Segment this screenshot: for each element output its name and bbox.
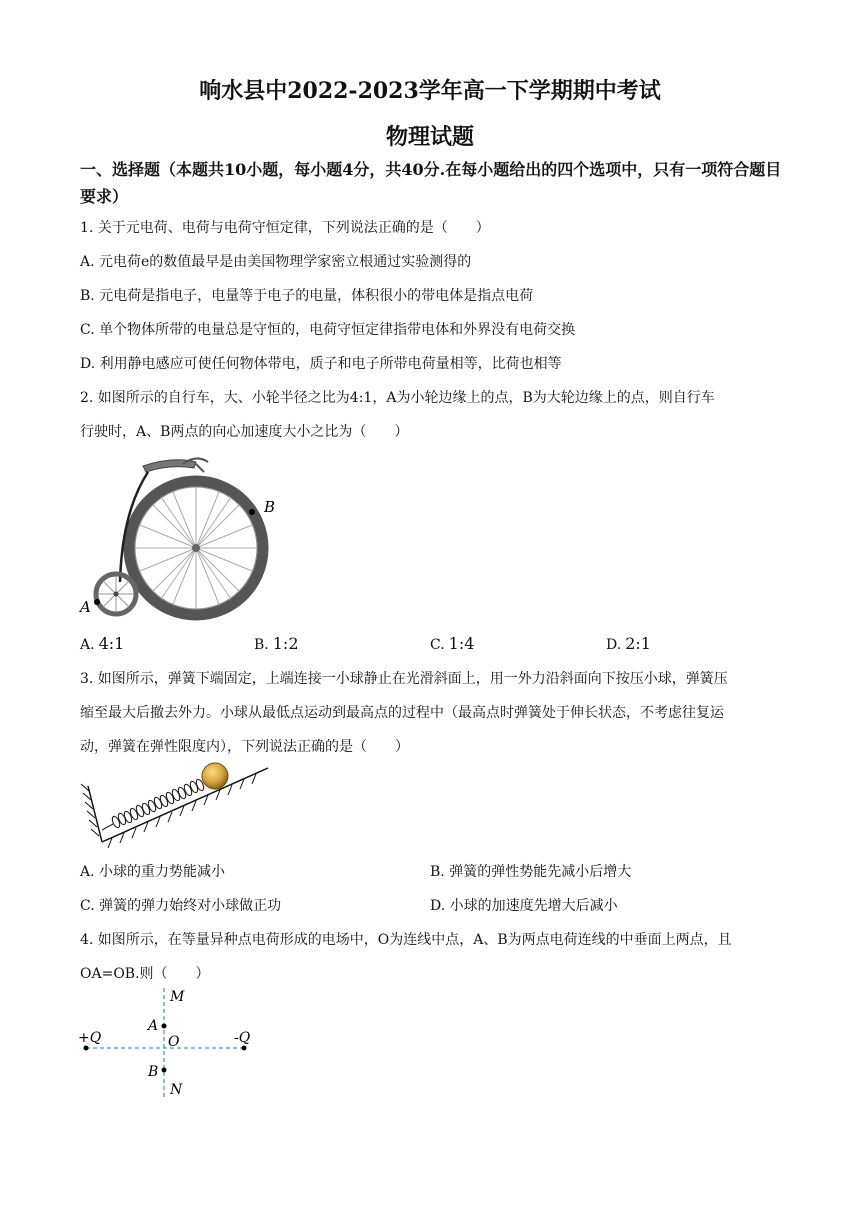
q4-stem-line1: 4. 如图所示，在等量异种点电荷形成的电场中，O为连线中点，A、B为两点电荷连线的中垂面上两点，且: [80, 932, 732, 948]
q3-stem-line1: 3. 如图所示，弹簧下端固定，上端连接一小球静止在光滑斜面上，用一外力沿斜面向下按压小球，弹簧压: [80, 671, 728, 687]
label-m: M: [170, 989, 185, 1005]
q1-stem: 1. 关于元电荷、电荷与电荷守恒定律，下列说法正确的是（ ）: [80, 220, 490, 236]
label-point-a: A: [80, 598, 91, 616]
q2-option-c: C. 1:4: [430, 634, 475, 653]
exam-title: 响水县中2022-2023学年高一下学期期中考试: [199, 78, 661, 104]
label-point-b: B: [264, 498, 276, 516]
bicycle-figure: [78, 452, 288, 622]
label-o: O: [168, 1034, 180, 1050]
q3-stem-line3: 动，弹簧在弹性限度内），下列说法正确的是（ ）: [80, 739, 409, 755]
q2-option-b: B. 1:2: [254, 634, 299, 653]
q3-option-c: C. 弹簧的弹力始终对小球做正功: [80, 898, 282, 914]
q2-stem-line1: 2. 如图所示的自行车，大、小轮半径之比为4:1，A为小轮边缘上的点，B为大轮边缘上的点，则自行车: [80, 390, 715, 406]
q1-option-d: D. 利用静电感应可使任何物体带电，质子和电子所带电荷量相等，比荷也相等: [80, 356, 562, 372]
q3-stem-line2: 缩至最大后撤去外力。小球从最低点运动到最高点的过程中（最高点时弹簧处于伸长状态，不考虑往复运: [80, 705, 724, 721]
label-a: A: [148, 1018, 159, 1034]
q2-stem-line2: 行驶时，A、B两点的向心加速度大小之比为（ ）: [80, 424, 409, 440]
q3-option-a: A. 小球的重力势能减小: [80, 864, 226, 880]
exam-subtitle: 物理试题: [385, 124, 474, 150]
q4-stem-line2: OA=OB.则（ ）: [80, 966, 210, 982]
charges-field-figure: [76, 984, 276, 1102]
label-n: N: [170, 1082, 183, 1098]
label-negative-charge: -Q: [234, 1030, 251, 1046]
q2-option-d: D. 2:1: [606, 634, 651, 653]
q3-option-b: B. 弹簧的弹性势能先减小后增大: [430, 864, 632, 880]
spring-incline-figure: [78, 758, 278, 850]
label-positive-charge: +Q: [78, 1030, 102, 1046]
q3-option-d: D. 小球的加速度先增大后减小: [430, 898, 618, 914]
q2-option-a: A. 4:1: [80, 634, 125, 653]
q1-option-a: A. 元电荷e的数值最早是由美国物理学家密立根通过实验测得的: [80, 254, 472, 270]
q1-option-c: C. 单个物体所带的电量总是守恒的，电荷守恒定律指带电体和外界没有电荷交换: [80, 322, 576, 338]
q1-option-b: B. 元电荷是指电子，电量等于电子的电量，体积很小的带电体是指点电荷: [80, 288, 534, 304]
section-heading: 一、选择题（本题共10小题，每小题4分，共40分.在每小题给出的四个选项中，只有一项符合题目要求）: [80, 160, 782, 206]
label-b: B: [148, 1064, 159, 1080]
